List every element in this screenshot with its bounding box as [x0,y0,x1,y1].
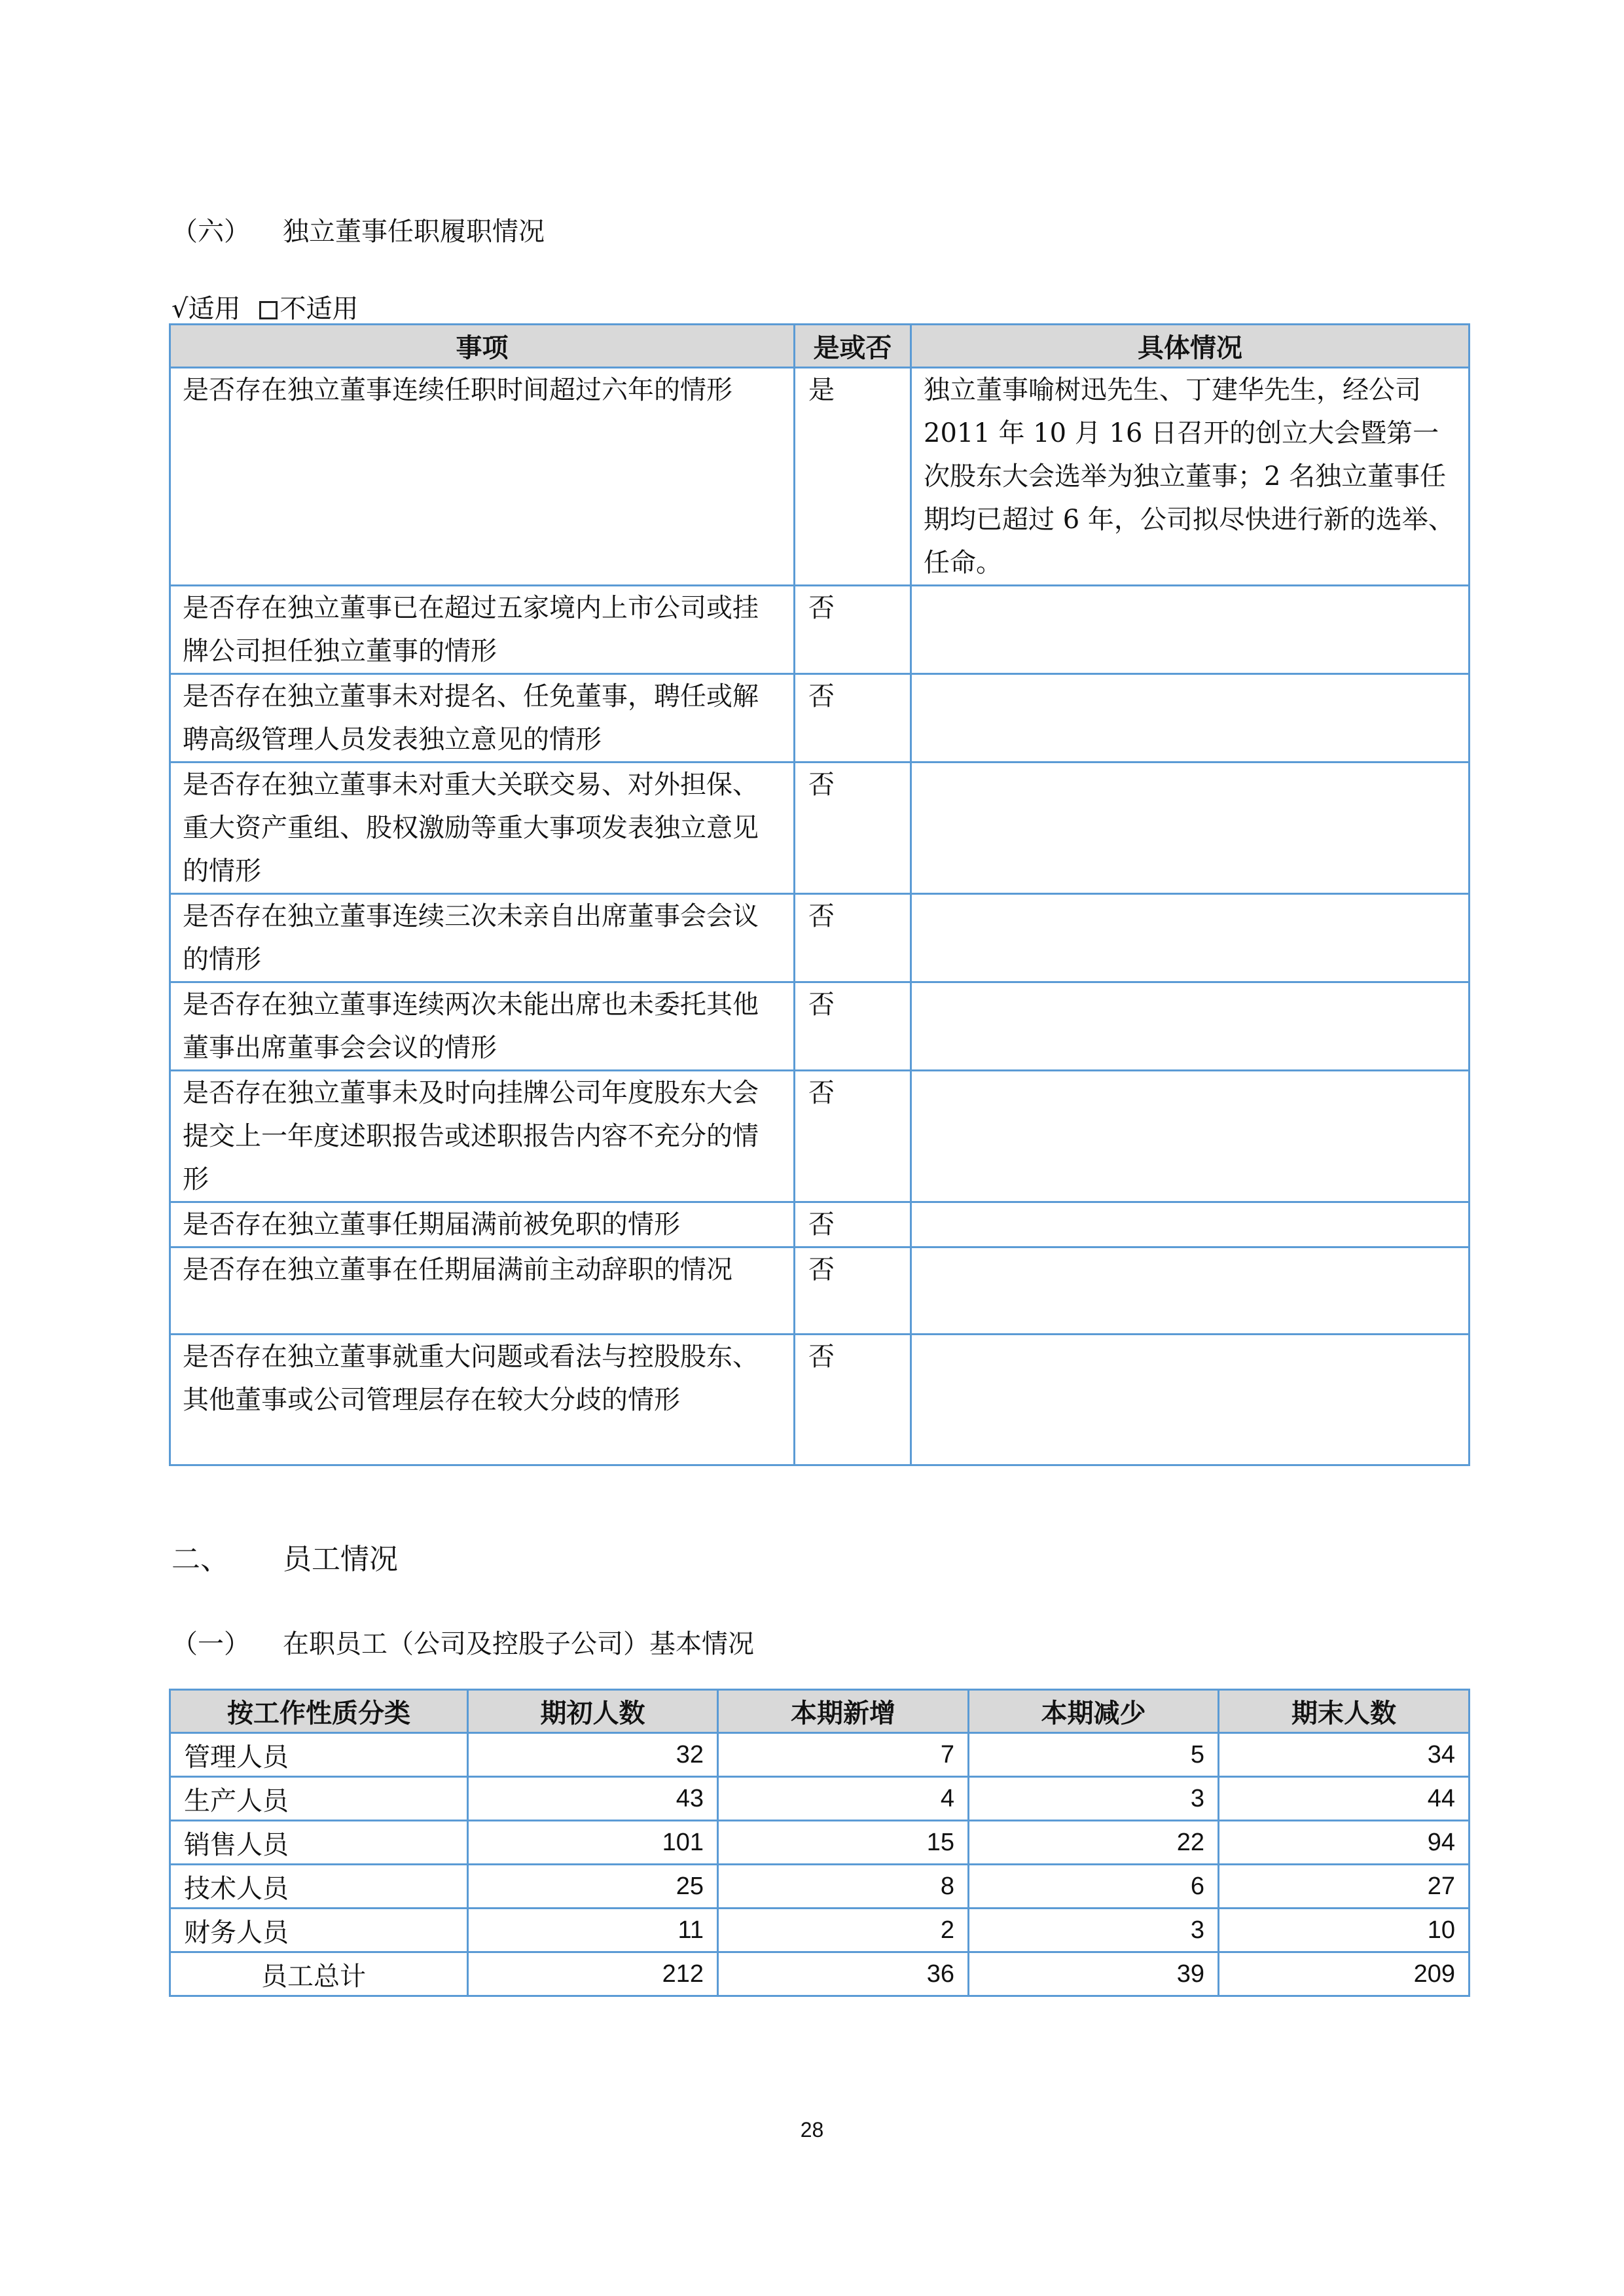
detail-cell [911,894,1470,982]
end-count-cell: 44 [1219,1777,1470,1821]
answer-cell: 否 [795,762,911,894]
header-category: 按工作性质分类 [170,1690,468,1733]
answer-cell: 否 [795,674,911,762]
category-cell: 生产人员 [170,1777,468,1821]
total-reduced-cell: 39 [969,1952,1219,1996]
not-applicable-label: 不适用 [280,294,359,324]
table-row [170,1733,1470,1777]
reduced-cell: 6 [969,1865,1219,1909]
item-cell: 是否存在独立董事在任期届满前主动辞职的情况 [170,1247,795,1335]
check-mark-icon: √ [171,294,189,324]
start-count-cell: 25 [468,1865,718,1909]
added-cell: 4 [718,1777,969,1821]
start-count-cell: 32 [468,1733,718,1777]
total-row [170,1952,1470,1996]
table-row [170,586,1470,674]
added-cell: 2 [718,1909,969,1952]
reduced-cell: 3 [969,1777,1219,1821]
table-row [170,368,1470,586]
total-label-cell: 员工总计 [170,1952,468,1996]
answer-cell: 否 [795,982,911,1071]
table-row [170,674,1470,762]
header-added: 本期新增 [718,1690,969,1733]
reduced-cell: 5 [969,1733,1219,1777]
table-header-row [170,325,1470,368]
start-count-cell: 11 [468,1909,718,1952]
header-item: 事项 [170,325,795,368]
section-heading-employee-basics [171,1623,754,1660]
table-header-row [170,1690,1470,1733]
section-number: （六） [171,217,250,247]
category-cell: 财务人员 [170,1909,468,1952]
end-count-cell: 27 [1219,1865,1470,1909]
applicable-label: 适用 [188,294,241,324]
answer-cell: 否 [795,1247,911,1335]
detail-cell [911,1247,1470,1335]
detail-cell: 独立董事喻树迅先生、丁建华先生，经公司 2011 年 10 月 16 日召开的创立大会暨第一次股东大会选举为独立董事；2 名独立董事任期均已超过 6 年，公司拟尽快进行新的选举、任命。 [911,368,1470,586]
section-number: 二、 [171,1543,229,1576]
answer-cell: 否 [795,1202,911,1247]
item-cell: 是否存在独立董事连续三次未亲自出席董事会会议的情形 [170,894,795,982]
header-start-count: 期初人数 [468,1690,718,1733]
table-row [170,1335,1470,1465]
table-row [170,1777,1470,1821]
added-cell: 15 [718,1821,969,1865]
answer-cell: 是 [795,368,911,586]
total-start-cell: 212 [468,1952,718,1996]
added-cell: 7 [718,1733,969,1777]
detail-cell [911,1335,1470,1465]
total-added-cell: 36 [718,1952,969,1996]
table-row [170,1071,1470,1202]
item-cell: 是否存在独立董事任期届满前被免职的情形 [170,1202,795,1247]
applicability-line [171,288,359,325]
reduced-cell: 22 [969,1821,1219,1865]
added-cell: 8 [718,1865,969,1909]
header-yes-no: 是或否 [795,325,911,368]
detail-cell [911,762,1470,894]
header-end-count: 期末人数 [1219,1690,1470,1733]
independent-director-table [169,323,1470,1466]
item-cell: 是否存在独立董事未对重大关联交易、对外担保、重大资产重组、股权激励等重大事项发表独立意见的情形 [170,762,795,894]
detail-cell [911,674,1470,762]
detail-cell [911,1202,1470,1247]
employee-count-table [169,1689,1470,1997]
start-count-cell: 43 [468,1777,718,1821]
page-number: 28 [800,2118,824,2142]
table-row [170,1865,1470,1909]
item-cell: 是否存在独立董事连续任职时间超过六年的情形 [170,368,795,586]
table-row [170,1821,1470,1865]
start-count-cell: 101 [468,1821,718,1865]
item-cell: 是否存在独立董事连续两次未能出席也未委托其他董事出席董事会会议的情形 [170,982,795,1071]
item-cell: 是否存在独立董事未对提名、任免董事，聘任或解聘高级管理人员发表独立意见的情形 [170,674,795,762]
item-cell: 是否存在独立董事已在超过五家境内上市公司或挂牌公司担任独立董事的情形 [170,586,795,674]
detail-cell [911,1071,1470,1202]
answer-cell: 否 [795,1335,911,1465]
unchecked-box-icon [259,301,278,319]
header-reduced: 本期减少 [969,1690,1219,1733]
section-title: 在职员工（公司及控股子公司）基本情况 [283,1629,754,1659]
section-number: （一） [171,1629,250,1659]
end-count-cell: 10 [1219,1909,1470,1952]
table-row [170,762,1470,894]
category-cell: 管理人员 [170,1733,468,1777]
section-title: 员工情况 [283,1543,398,1576]
section-heading-employees [171,1535,398,1577]
header-detail: 具体情况 [911,325,1470,368]
category-cell: 销售人员 [170,1821,468,1865]
detail-cell [911,982,1470,1071]
section-heading-independent-directors [171,211,545,248]
detail-cell [911,586,1470,674]
end-count-cell: 34 [1219,1733,1470,1777]
category-cell: 技术人员 [170,1865,468,1909]
answer-cell: 否 [795,586,911,674]
table-row [170,982,1470,1071]
item-cell: 是否存在独立董事未及时向挂牌公司年度股东大会提交上一年度述职报告或述职报告内容不充分的情形 [170,1071,795,1202]
total-end-cell: 209 [1219,1952,1470,1996]
table-row [170,894,1470,982]
answer-cell: 否 [795,1071,911,1202]
table-row [170,1247,1470,1335]
answer-cell: 否 [795,894,911,982]
reduced-cell: 3 [969,1909,1219,1952]
item-cell: 是否存在独立董事就重大问题或看法与控股股东、其他董事或公司管理层存在较大分歧的情形 [170,1335,795,1465]
end-count-cell: 94 [1219,1821,1470,1865]
table-row [170,1909,1470,1952]
section-title: 独立董事任职履职情况 [283,217,545,247]
table-row [170,1202,1470,1247]
